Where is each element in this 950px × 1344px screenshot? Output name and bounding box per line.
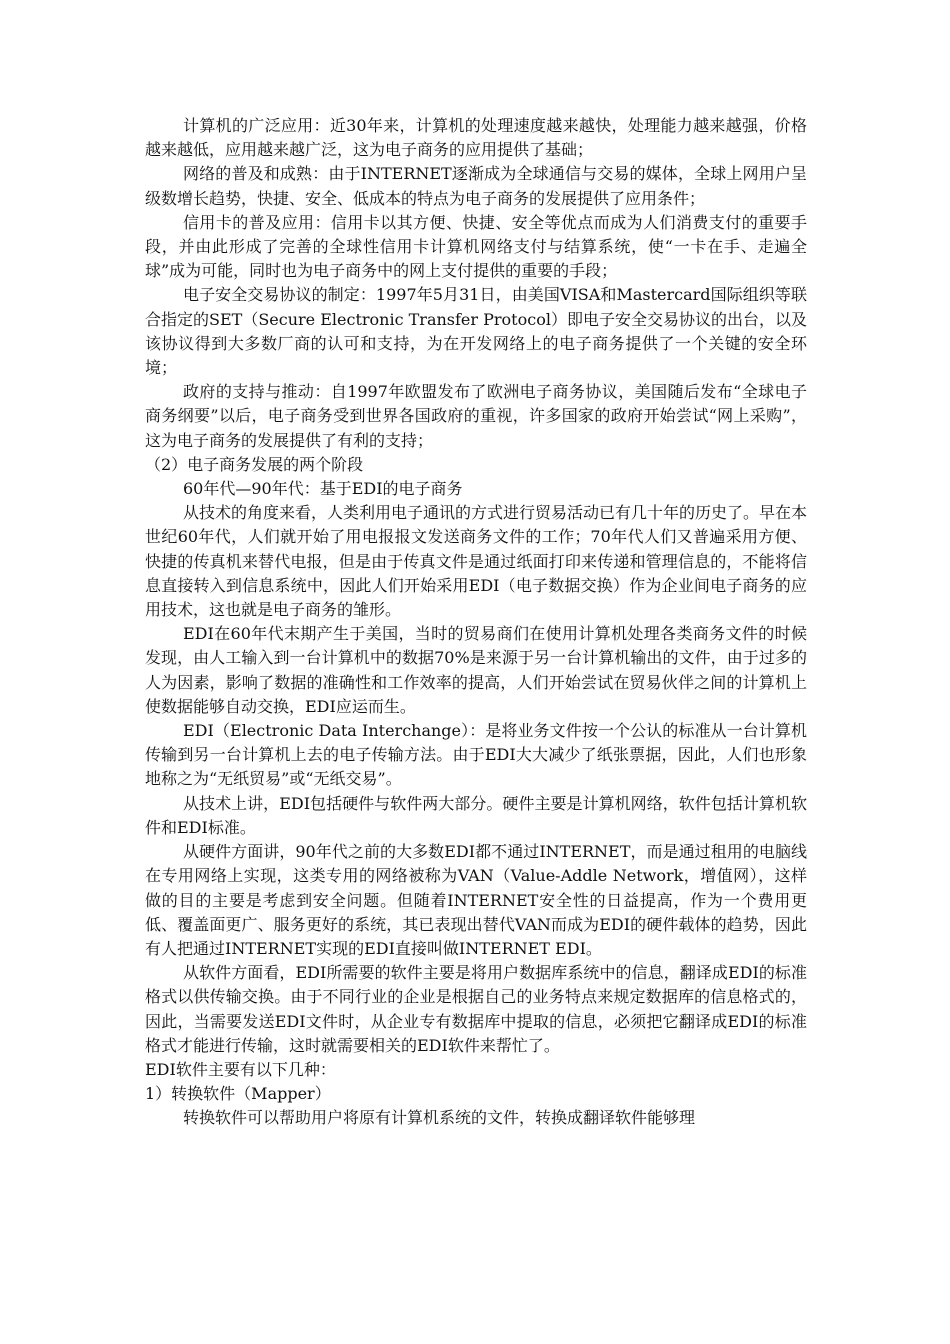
paragraph-government-support: 政府的支持与推动：自1997年欧盟发布了欧洲电子商务协议，美国随后发布“全球电子商务纲要”以后，电子商务受到世界各国政府的重视，许多国家的政府开始尝试“网上采购”，这为电子商务的发展提供了有利的支持；: [145, 382, 807, 450]
paragraph-edi-components: 从技术上讲，EDI包括硬件与软件两大部分。硬件主要是计算机网络，软件包括计算机软件和EDI标准。: [145, 793, 807, 837]
subheading-edi-era: 60年代—90年代：基于EDI的电子商务: [183, 479, 463, 499]
paragraph-edi-hardware: 从硬件方面讲，90年代之前的大多数EDI都不通过INTERNET，而是通过租用的电脑线在专用网络上实现，这类专用的网络被称为VAN（Value-Addle Network，增值网），这样做的目的主要是考虑到安全问题。但随着INTERNET安全性的日益提高，作为一个费用更低、覆盖面更广、服务更好的系统，其已表现出替代VAN而成为EDI的硬件载体的趋势，因此有人把通过INTERNET实现的EDI直接叫做INTERNET EDI。: [145, 842, 807, 958]
section-heading-two-stages: （2）电子商务发展的两个阶段: [145, 454, 364, 474]
paragraph-technical-history: 从技术的角度来看，人类利用电子通讯的方式进行贸易活动已有几十年的历史了。早在本世纪60年代，人们就开始了用电报报文发送商务文件的工作；70年代人们又普遍采用方便、快捷的传真机来替代电报，但是由于传真文件是通过纸面打印来传递和管理信息的，不能将信息直接转入到信息系统中，因此人们开始采用EDI（电子数据交换）作为企业间电子商务的应用技术，这也就是电子商务的雏形。: [145, 503, 808, 620]
document-page: [145, 114, 807, 1131]
paragraph-network-popularization: 网络的普及和成熟：由于INTERNET逐渐成为全球通信与交易的媒体，全球上网用户呈级数增长趋势，快捷、安全、低成本的特点为电子商务的发展提供了应用条件；: [145, 164, 807, 208]
list-heading-edi-software: EDI软件主要有以下几种：: [145, 1059, 336, 1079]
list-item-mapper: 1）转换软件（Mapper）: [145, 1084, 331, 1104]
paragraph-mapper-description: 转换软件可以帮助用户将原有计算机系统的文件，转换成翻译软件能够理: [183, 1108, 696, 1128]
paragraph-credit-card: 信用卡的普及应用：信用卡以其方便、快捷、安全等优点而成为人们消费支付的重要手段，并由此形成了完善的全球性信用卡计算机网络支付与结算系统，使“一卡在手、走遍全球”成为可能，同时也为电子商务中的网上支付提供的重要的手段；: [145, 212, 807, 281]
paragraph-edi-definition: EDI（Electronic Data Interchange）：是将业务文件按一个公认的标准从一台计算机传输到另一台计算机上去的电子传输方法。由于EDI大大减少了纸张票据，因此，人们也形象地称之为“无纸贸易”或“无纸交易”。: [145, 721, 807, 789]
paragraph-edi-origin: EDI在60年代末期产生于美国，当时的贸易商们在使用计算机处理各类商务文件的时候发现，由人工输入到一台计算机中的数据70%是来源于另一台计算机输出的文件，由于过多的人为因素，影响了数据的准确性和工作效率的提高，人们开始尝试在贸易伙伴之间的计算机上使数据能够自动交换，EDI应运而生。: [145, 624, 807, 716]
paragraph-set-protocol: 电子安全交易协议的制定：1997年5月31日，由美国VISA和Mastercard国际组织等联合指定的SET（Secure Electronic Transfer Protocol）即电子安全交易协议的出台，以及该协议得到大多数厂商的认可和支持，为在开发网络上的电子商务提供了一个关键的安全环境；: [145, 285, 807, 378]
paragraph-computer-application: 计算机的广泛应用：近30年来，计算机的处理速度越来越快，处理能力越来越强，价格越来越低，应用越来越广泛，这为电子商务的应用提供了基础；: [145, 116, 807, 160]
paragraph-edi-software: 从软件方面看，EDI所需要的软件主要是将用户数据库系统中的信息，翻译成EDI的标准格式以供传输交换。由于不同行业的企业是根据自己的业务特点来规定数据库的信息格式的，因此，当需要发送EDI文件时，从企业专有数据库中提取的信息，必须把它翻译成EDI的标准格式才能进行传输，这时就需要相关的EDI软件来帮忙了。: [145, 963, 807, 1055]
